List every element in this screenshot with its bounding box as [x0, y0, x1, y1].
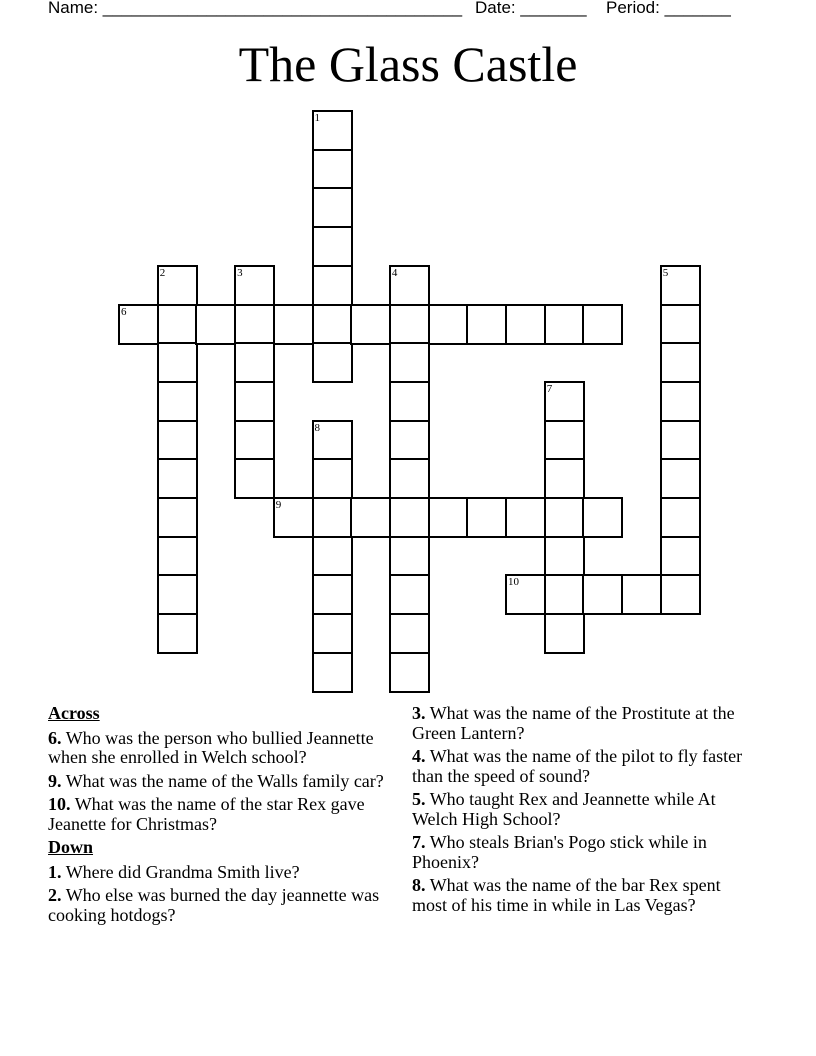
crossword-cell[interactable]: [350, 304, 391, 345]
crossword-cell[interactable]: [660, 381, 701, 422]
crossword-cell[interactable]: [234, 304, 275, 345]
crossword-cell[interactable]: [660, 342, 701, 383]
crossword-cell[interactable]: [660, 420, 701, 461]
crossword-cell[interactable]: [466, 497, 507, 538]
crossword-cell[interactable]: [157, 342, 198, 383]
crossword-cell[interactable]: [312, 613, 353, 654]
crossword-cell[interactable]: [312, 149, 353, 190]
crossword-cell[interactable]: [234, 265, 275, 306]
crossword-cell[interactable]: [544, 304, 585, 345]
crossword-cell[interactable]: [157, 265, 198, 306]
crossword-cell[interactable]: [312, 265, 353, 306]
crossword-cell[interactable]: [544, 497, 585, 538]
crossword-cell[interactable]: [157, 536, 198, 577]
crossword-cell[interactable]: [273, 304, 314, 345]
clue-number: 1: [314, 112, 320, 124]
down-heading: Down: [48, 837, 94, 857]
clue-across-6: 6. Who was the person who bullied Jeannette when she enrolled in Welch school?: [48, 727, 374, 767]
crossword-cell[interactable]: [234, 420, 275, 461]
clue-across-9: 9. What was the name of the Walls family car?: [48, 770, 384, 791]
crossword-cell[interactable]: [312, 187, 353, 228]
clue-down-3: 3. What was the name of the Prostitute at the Green Lantern?: [412, 703, 735, 743]
crossword-cell[interactable]: [660, 304, 701, 345]
name-field[interactable]: Name: ______________________________________: [48, 0, 463, 17]
crossword-cell[interactable]: [234, 458, 275, 499]
crossword-cell[interactable]: [582, 497, 623, 538]
crossword-cell[interactable]: [582, 304, 623, 345]
clue-down-4: 4. What was the name of the pilot to fly faster than the speed of sound?: [412, 746, 743, 786]
clue-number: 5: [662, 266, 669, 279]
crossword-cell[interactable]: [505, 497, 546, 538]
clue-down-8: 8. What was the name of the bar Rex spent most of his time in while in Las Vegas?: [412, 875, 721, 915]
crossword-cell[interactable]: [389, 342, 430, 383]
crossword-cell[interactable]: [118, 304, 159, 345]
crossword-cell[interactable]: [157, 381, 198, 422]
date-field[interactable]: Date: _______: [475, 0, 587, 17]
crossword-cell[interactable]: [157, 458, 198, 499]
crossword-cell[interactable]: [312, 342, 353, 383]
crossword-cell[interactable]: [466, 304, 507, 345]
crossword-cell[interactable]: [544, 574, 585, 615]
crossword-cell[interactable]: [582, 574, 623, 615]
crossword-cell[interactable]: [389, 497, 430, 538]
crossword-cell[interactable]: [157, 304, 198, 345]
crossword-cell[interactable]: [312, 420, 353, 461]
crossword-cell[interactable]: [544, 536, 585, 577]
crossword-cell[interactable]: [312, 304, 353, 345]
crossword-cell[interactable]: [234, 381, 275, 422]
crossword-cell[interactable]: [157, 420, 198, 461]
period-field[interactable]: Period: _______: [606, 0, 731, 17]
crossword-cell[interactable]: [389, 265, 430, 306]
across-heading: Across: [48, 703, 100, 723]
clue-number: 8: [314, 421, 320, 434]
crossword-cell[interactable]: [389, 420, 430, 461]
crossword-cell[interactable]: [505, 304, 546, 345]
crossword-cell[interactable]: [312, 226, 353, 267]
crossword-cell[interactable]: [544, 613, 585, 654]
crossword-cell[interactable]: [428, 304, 469, 345]
crossword-cell[interactable]: [350, 497, 391, 538]
clue-down-1: 1. Where did Grandma Smith live?: [48, 861, 300, 882]
crossword-cell[interactable]: [389, 574, 430, 615]
crossword-cell[interactable]: [544, 381, 585, 422]
crossword-cell[interactable]: [660, 574, 701, 615]
crossword-cell[interactable]: [157, 574, 198, 615]
crossword-cell[interactable]: [544, 420, 585, 461]
crossword-cell[interactable]: [389, 536, 430, 577]
clue-down-2: 2. Who else was burned the day jeannette was cooking hotdogs?: [48, 885, 380, 925]
clue-number: 7: [546, 382, 553, 395]
crossword-cell[interactable]: [312, 458, 353, 499]
clue-number: 2: [159, 266, 166, 279]
crossword-cell[interactable]: [389, 458, 430, 499]
clue-across-10: 10. What was the name of the star Rex gave Jeanette for Christmas?: [48, 794, 365, 834]
crossword-cell[interactable]: [312, 497, 353, 538]
crossword-cell[interactable]: [389, 381, 430, 422]
crossword-cell[interactable]: [660, 536, 701, 577]
crossword-cell[interactable]: [157, 497, 198, 538]
clue-number: 4: [391, 266, 398, 279]
crossword-cell[interactable]: [660, 265, 701, 306]
crossword-cell[interactable]: [157, 613, 198, 654]
crossword-cell[interactable]: [312, 110, 353, 151]
crossword-cell[interactable]: [389, 652, 430, 693]
clue-number: 6: [121, 305, 127, 318]
crossword-cell[interactable]: [234, 342, 275, 383]
crossword-cell[interactable]: [505, 574, 546, 615]
crossword-cell[interactable]: [312, 652, 353, 693]
crossword-cell[interactable]: [312, 574, 353, 615]
crossword-cell[interactable]: [273, 497, 314, 538]
crossword-cell[interactable]: [389, 304, 430, 345]
clue-column-left: [48, 704, 388, 929]
clue-down-5: 5. Who taught Rex and Jeannette while At Welch High School?: [412, 789, 716, 829]
crossword-cell[interactable]: [660, 458, 701, 499]
crossword-cell[interactable]: [544, 458, 585, 499]
crossword-cell[interactable]: [621, 574, 662, 615]
crossword-cell[interactable]: [389, 613, 430, 654]
clue-number: 10: [508, 576, 519, 589]
page-title: The Glass Castle: [238, 36, 578, 92]
clue-column-right: [412, 704, 752, 919]
crossword-cell[interactable]: [312, 536, 353, 577]
clue-number: 3: [237, 266, 243, 279]
crossword-cell[interactable]: [195, 304, 236, 345]
crossword-cell[interactable]: [660, 497, 701, 538]
clue-down-7: 7. Who steals Brian's Pogo stick while in Phoenix?: [412, 832, 707, 872]
crossword-cell[interactable]: [428, 497, 469, 538]
clue-number: 9: [275, 499, 282, 511]
